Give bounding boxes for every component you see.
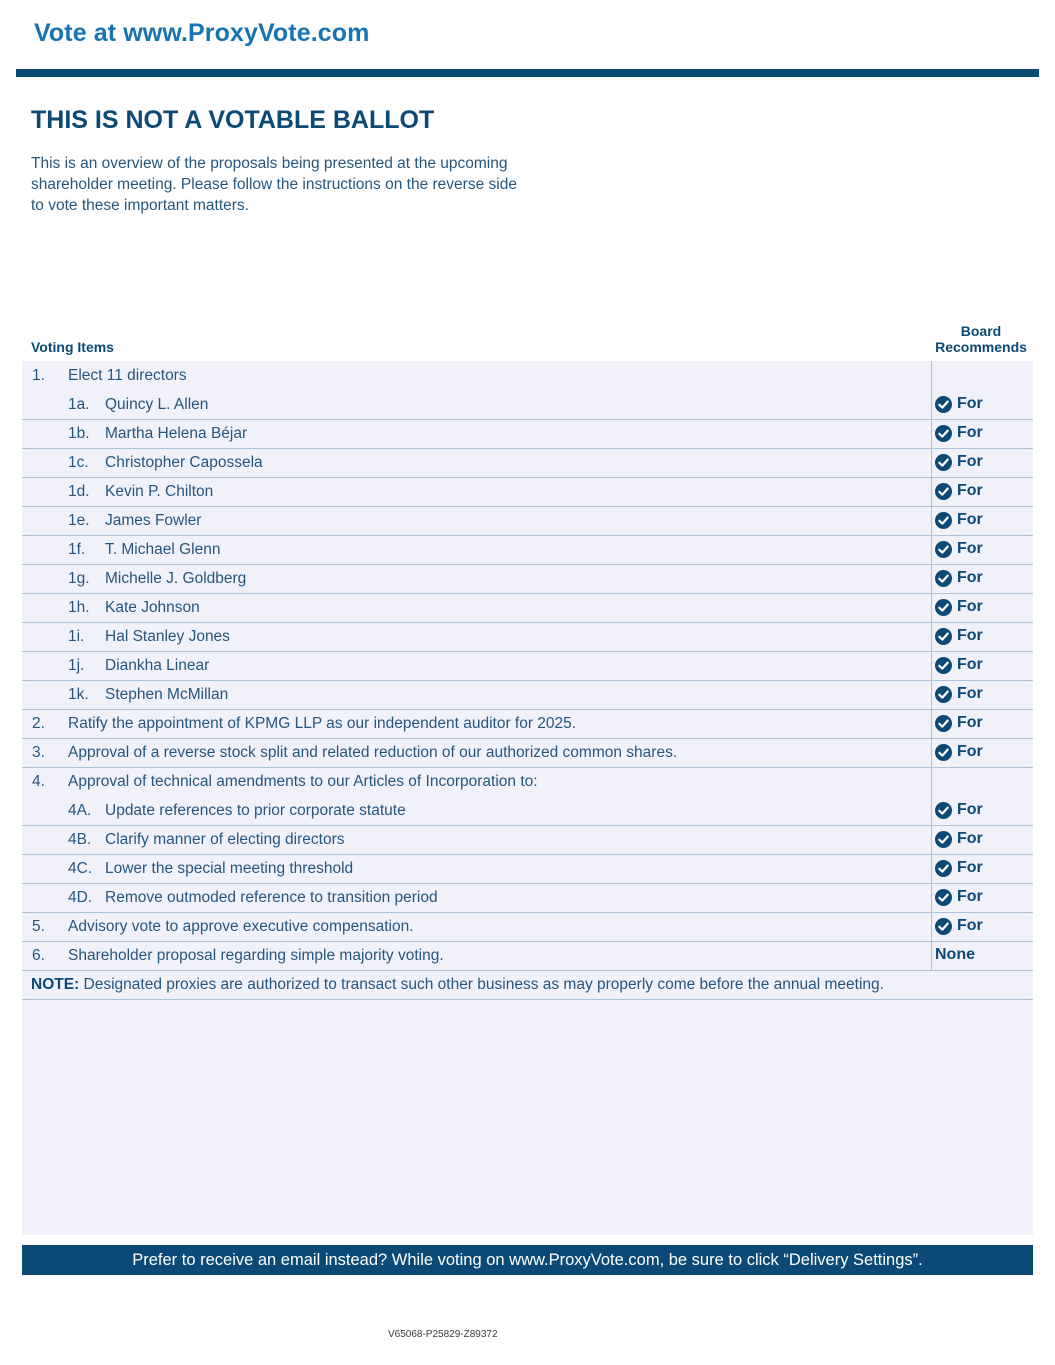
board-recommendation [935, 511, 983, 529]
checkmark-icon [935, 570, 952, 587]
table-row [22, 652, 1033, 681]
column-header-board-recommends [929, 323, 1033, 355]
page-title: THIS IS NOT A VOTABLE BALLOT [31, 106, 435, 134]
document-code: V65068-P25829-Z89372 [388, 1329, 498, 1340]
item-number: 4A. [68, 802, 92, 819]
column-header-voting-items: Voting Items [31, 339, 114, 355]
board-recommendation [935, 743, 983, 761]
item-number: 1j. [68, 657, 85, 674]
board-label: Board [960, 323, 1002, 339]
item-text: T. Michael Glenn [105, 541, 221, 558]
item-text: Update references to prior corporate statute [105, 802, 406, 819]
table-row [22, 942, 1033, 971]
recommendation-label: For [957, 859, 983, 876]
item-text: Quincy L. Allen [105, 396, 209, 413]
item-text: Remove outmoded reference to transition period [105, 889, 438, 906]
item-text: Stephen McMillan [105, 686, 229, 703]
recommends-label: Recommends [935, 339, 1027, 355]
item-number: 1h. [68, 599, 90, 616]
table-row [22, 362, 1033, 391]
checkmark-icon [935, 715, 952, 732]
item-text: Approval of a reverse stock split and related reduction of our authorized common shares. [68, 744, 678, 761]
item-text: Hal Stanley Jones [105, 628, 230, 645]
checkmark-icon [935, 889, 952, 906]
checkmark-icon [935, 686, 952, 703]
item-text: Ratify the appointment of KPMG LLP as our independent auditor for 2025. [68, 715, 577, 732]
recommendation-label: None [935, 946, 975, 963]
recommendation-label: For [957, 540, 983, 557]
table-row [22, 594, 1033, 623]
item-text: Kate Johnson [105, 599, 200, 616]
board-recommendation [935, 685, 983, 703]
table-row [22, 710, 1033, 739]
item-number: 1. [32, 367, 45, 384]
board-recommendation [935, 859, 983, 877]
item-number: 1i. [68, 628, 85, 645]
board-recommendation [935, 540, 983, 558]
item-number: 2. [32, 715, 45, 732]
table-row [22, 768, 1033, 797]
item-number: 1k. [68, 686, 89, 703]
board-recommendation [935, 627, 983, 645]
table-row [22, 913, 1033, 942]
table-row [22, 507, 1033, 536]
recommendation-label: For [957, 395, 983, 412]
item-number: 3. [32, 744, 45, 761]
item-text: Elect 11 directors [68, 367, 187, 384]
board-recommendation [935, 656, 983, 674]
recommendation-label: For [957, 569, 983, 586]
item-number: 1a. [68, 396, 90, 413]
recommendation-label: For [957, 917, 983, 934]
recommendation-label: For [957, 482, 983, 499]
email-delivery-banner: Prefer to receive an email instead? While voting on www.ProxyVote.com, be sure to click “Delivery Settings”. [22, 1245, 1033, 1275]
item-text: Michelle J. Goldberg [105, 570, 247, 587]
checkmark-icon [935, 628, 952, 645]
board-recommendation [935, 946, 975, 964]
checkmark-icon [935, 483, 952, 500]
board-recommendation [935, 830, 983, 848]
table-row [22, 855, 1033, 884]
table-row [22, 449, 1033, 478]
column-divider [931, 361, 932, 970]
table-row [22, 681, 1033, 710]
board-recommendation [935, 453, 983, 471]
note-text [31, 976, 884, 994]
checkmark-icon [935, 512, 952, 529]
item-text: Approval of technical amendments to our Articles of Incorporation to: [68, 773, 538, 790]
checkmark-icon [935, 860, 952, 877]
item-number: 1e. [68, 512, 90, 529]
board-recommendation [935, 801, 983, 819]
checkmark-icon [935, 831, 952, 848]
recommendation-label: For [957, 598, 983, 615]
checkmark-icon [935, 541, 952, 558]
item-text: Shareholder proposal regarding simple majority voting. [68, 947, 444, 964]
checkmark-icon [935, 599, 952, 616]
table-row [22, 884, 1033, 913]
checkmark-icon [935, 802, 952, 819]
recommendation-label: For [957, 627, 983, 644]
recommendation-label: For [957, 424, 983, 441]
table-row [22, 420, 1033, 449]
note-body: Designated proxies are authorized to transact such other business as may properly come before the annual meeting. [79, 976, 884, 993]
header-title[interactable]: Vote at www.ProxyVote.com [34, 19, 370, 47]
item-number: 1d. [68, 483, 90, 500]
recommendation-label: For [957, 656, 983, 673]
board-recommendation [935, 395, 983, 413]
recommendation-label: For [957, 743, 983, 760]
item-number: 1f. [68, 541, 86, 558]
table-row [22, 739, 1033, 768]
checkmark-icon [935, 425, 952, 442]
recommendation-label: For [957, 714, 983, 731]
checkmark-icon [935, 918, 952, 935]
item-number: 4D. [68, 889, 93, 906]
item-text: Advisory vote to approve executive compensation. [68, 918, 414, 935]
board-recommendation [935, 714, 983, 732]
checkmark-icon [935, 396, 952, 413]
table-row [22, 623, 1033, 652]
recommendation-label: For [957, 511, 983, 528]
item-text: Martha Helena Béjar [105, 425, 248, 442]
table-row [22, 565, 1033, 594]
item-text: James Fowler [105, 512, 202, 529]
note-label: NOTE: [31, 976, 80, 993]
note-row [22, 971, 1033, 1000]
table-row [22, 536, 1033, 565]
board-recommendation [935, 888, 983, 906]
board-recommendation [935, 569, 983, 587]
checkmark-icon [935, 744, 952, 761]
board-recommendation [935, 598, 983, 616]
recommendation-label: For [957, 453, 983, 470]
item-number: 5. [32, 918, 45, 935]
item-number: 4. [32, 773, 45, 790]
item-number: 6. [32, 947, 45, 964]
table-row [22, 478, 1033, 507]
item-number: 1g. [68, 570, 90, 587]
item-text: Christopher Capossela [105, 454, 263, 471]
item-number: 1c. [68, 454, 89, 471]
board-recommendation [935, 482, 983, 500]
table-row [22, 797, 1033, 826]
checkmark-icon [935, 454, 952, 471]
item-text: Diankha Linear [105, 657, 210, 674]
item-number: 1b. [68, 425, 90, 442]
table-row [22, 826, 1033, 855]
recommendation-label: For [957, 801, 983, 818]
recommendation-label: For [957, 888, 983, 905]
item-number: 4C. [68, 860, 93, 877]
intro-text: This is an overview of the proposals being presented at the upcoming shareholder meeting. Please follow the instructions on the reverse side to vote these important matters. [31, 155, 517, 214]
item-text: Clarify manner of electing directors [105, 831, 345, 848]
item-text: Kevin P. Chilton [105, 483, 214, 500]
recommendation-label: For [957, 830, 983, 847]
table-row [22, 391, 1033, 420]
item-text: Lower the special meeting threshold [105, 860, 354, 877]
checkmark-icon [935, 657, 952, 674]
header-rule [16, 69, 1039, 77]
item-number: 4B. [68, 831, 92, 848]
recommendation-label: For [957, 685, 983, 702]
board-recommendation [935, 424, 983, 442]
board-recommendation [935, 917, 983, 935]
